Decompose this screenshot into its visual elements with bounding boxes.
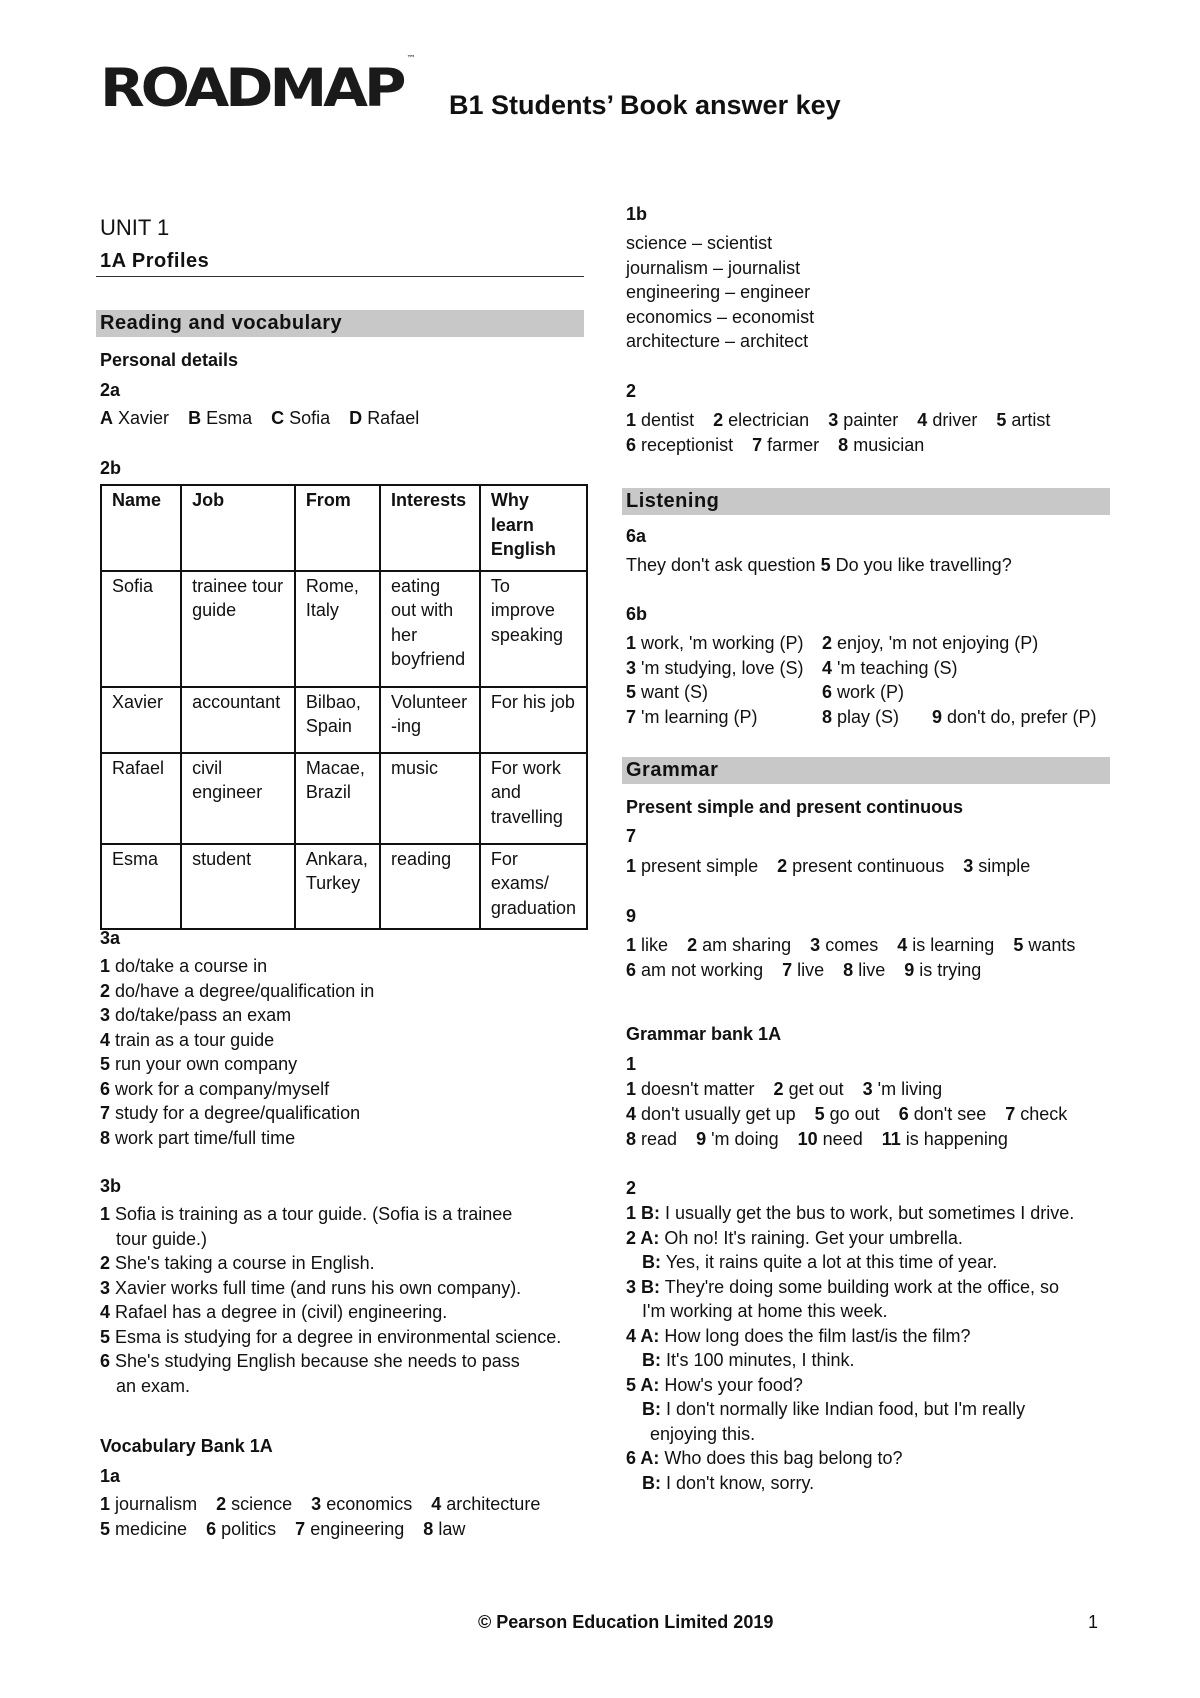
exercise-label: 1 [626,1054,637,1074]
answer-list [626,231,814,354]
exercise-label: 2 [626,1178,637,1198]
dialogue-list [626,1201,1126,1495]
answer-item: 2 enjoy, 'm not enjoying (P) [822,633,1039,653]
table-row [101,753,587,844]
table-cell: For work and travelling [480,753,587,844]
exercise-label: 2a [100,380,121,400]
section-band-reading: Reading and vocabulary [96,310,584,337]
subheading-grammar-bank: Grammar bank 1A [626,1024,782,1044]
dialogue-line: B: I don't know, sorry. [642,1472,815,1493]
list-item: 1 Sofia is training as a tour guide. (Sofia is a trainee [100,1204,513,1224]
answer-item: 3 'm studying, love (S) [626,657,804,678]
answer-item: 7 'm learning (P) [626,706,758,727]
list-item: economics – economist [626,306,815,327]
list-item: science – scientist [626,233,773,253]
exercise-label: 1b [626,204,648,224]
answer-line: They don't ask question 5 Do you like travelling? [626,555,1012,575]
subheading-present-simple: Present simple and present continuous [626,797,964,817]
heading-rule [96,276,584,277]
table-cell: Xavier [101,687,181,753]
exercise-label: 2 [626,381,637,401]
list-item: 5 Esma is studying for a degree in environmental science. [100,1326,562,1347]
answer-line: 6 am not working 7 live 8 live 9 is trying [626,960,982,980]
answer-line: 5 medicine 6 politics 7 engineering 8 law [100,1519,466,1539]
list-item: 1 do/take a course in [100,956,268,976]
answer-line: 1 like 2 am sharing 3 comes 4 is learning 5 wants [626,935,1076,955]
answer-list [100,1202,600,1398]
table-cell: Sofia [101,571,181,687]
unit-heading: UNIT 1 [100,215,170,240]
list-item: 8 work part time/full time [100,1127,296,1148]
table-cell: For his job [480,687,587,753]
table-cell: Bilbao, Spain [295,687,380,753]
exercise-label: 2b [100,458,122,478]
exercise-label: 6a [626,526,647,546]
column-header: Interests [380,485,480,571]
answer-line: 8 read 9 'm doing 10 need 11 is happening [626,1129,1008,1149]
table-cell: music [380,753,480,844]
table-cell: reading [380,844,480,930]
exercise-label: 1a [100,1466,121,1486]
dialogue-line: enjoying this. [650,1423,756,1444]
answer-line: 1 dentist 2 electrician 3 painter 4 driver 5 artist [626,410,1051,430]
dialogue-line: 4 A: How long does the film last/is the film? [626,1325,971,1346]
list-item-continuation: an exam. [116,1375,191,1396]
exercise-label: 3a [100,928,121,948]
table-row [101,571,587,687]
list-item: 4 Rafael has a degree in (civil) engineering. [100,1302,448,1322]
dialogue-line: 6 A: Who does this bag belong to? [626,1448,903,1468]
answer-item: 9 don't do, prefer (P) [932,706,1097,727]
page-number: 1 [1088,1612,1099,1632]
list-item: journalism – journalist [626,257,801,278]
table-cell: student [181,844,295,930]
table-row [101,844,587,930]
answer-line: 1 present simple 2 present continuous 3 simple [626,856,1031,876]
roadmap-logo: ROADMAP ™ [100,54,416,119]
answer-line: A Xavier B Esma C Sofia D Rafael [100,408,420,428]
exercise-label: 7 [626,826,637,846]
table-header-row [101,485,587,571]
table-cell: For exams/ graduation [480,844,587,930]
dialogue-line: B: It's 100 minutes, I think. [642,1350,855,1370]
list-item: 7 study for a degree/qualification [100,1103,361,1123]
dialogue-line: B: I don't normally like Indian food, but I'm really [642,1399,1026,1419]
dialogue-line: 1 B: I usually get the bus to work, but sometimes I drive. [626,1203,1075,1223]
subheading-vocabulary-bank: Vocabulary Bank 1A [100,1436,273,1456]
list-item: engineering – engineer [626,282,811,302]
column-header: Job [181,485,295,571]
answer-item: 4 'm teaching (S) [822,657,958,678]
dialogue-line: 5 A: How's your food? [626,1374,803,1395]
answer-line: 1 journalism 2 science 3 economics 4 architecture [100,1494,541,1514]
answer-list [100,954,374,1150]
answer-line: 6 receptionist 7 farmer 8 musician [626,435,925,455]
table-cell: Volunteer -ing [380,687,480,753]
table-cell: accountant [181,687,295,753]
dialogue-line: B: Yes, it rains quite a lot at this time of year. [642,1252,998,1272]
answer-line: 4 don't usually get up 5 go out 6 don't see 7 check [626,1104,1068,1124]
exercise-label: 9 [626,906,637,926]
table-cell: eating out with her boyfriend [380,571,480,687]
answer-item: 6 work (P) [822,682,905,702]
dialogue-line: 3 B: They're doing some building work at the office, so [626,1276,1060,1297]
table-cell: Rafael [101,753,181,844]
table-row [101,687,587,753]
list-item: 4 train as a tour guide [100,1029,275,1050]
document-title: B1 Students’ Book answer key [449,90,841,120]
dialogue-line: 2 A: Oh no! It's raining. Get your umbrella. [626,1227,963,1248]
list-item: 5 run your own company [100,1054,298,1074]
table-cell: Ankara, Turkey [295,844,380,930]
section-band-grammar: Grammar [622,757,1110,784]
column-header: Name [101,485,181,571]
table-cell: civil engineer [181,753,295,844]
table-cell: Esma [101,844,181,930]
list-item: 2 She's taking a course in English. [100,1253,375,1273]
list-item: 3 Xavier works full time (and runs his own company). [100,1277,522,1298]
answer-item: 8 play (S) [822,706,900,727]
table-cell: trainee tour guide [181,571,295,687]
answer-line: 1 doesn't matter 2 get out 3 'm living [626,1079,943,1099]
table-cell: Rome, Italy [295,571,380,687]
column-header: Why learn English [480,485,587,571]
list-item-continuation: tour guide.) [116,1228,208,1249]
copyright-footer: © Pearson Education Limited 2019 [478,1612,774,1632]
table-cell: Macae, Brazil [295,753,380,844]
exercise-label: 6b [626,604,648,624]
list-item: 6 She's studying English because she needs to pass [100,1351,520,1371]
dialogue-line: I'm working at home this week. [642,1301,888,1321]
table-cell: To improve speaking [480,571,587,687]
list-item: 2 do/have a degree/qualification in [100,980,375,1001]
answer-item: 5 want (S) [626,682,709,702]
list-item: 6 work for a company/myself [100,1078,330,1099]
profiles-table [100,484,588,930]
exercise-label: 3b [100,1176,122,1196]
subheading-personal-details: Personal details [100,350,239,370]
list-item: architecture – architect [626,331,809,351]
list-item: 3 do/take/pass an exam [100,1005,292,1025]
lesson-heading: 1A Profiles [100,250,210,272]
answer-item: 1 work, 'm working (P) [626,633,804,653]
column-header: From [295,485,380,571]
section-band-listening: Listening [622,488,1110,515]
answer-grid [626,631,1112,731]
